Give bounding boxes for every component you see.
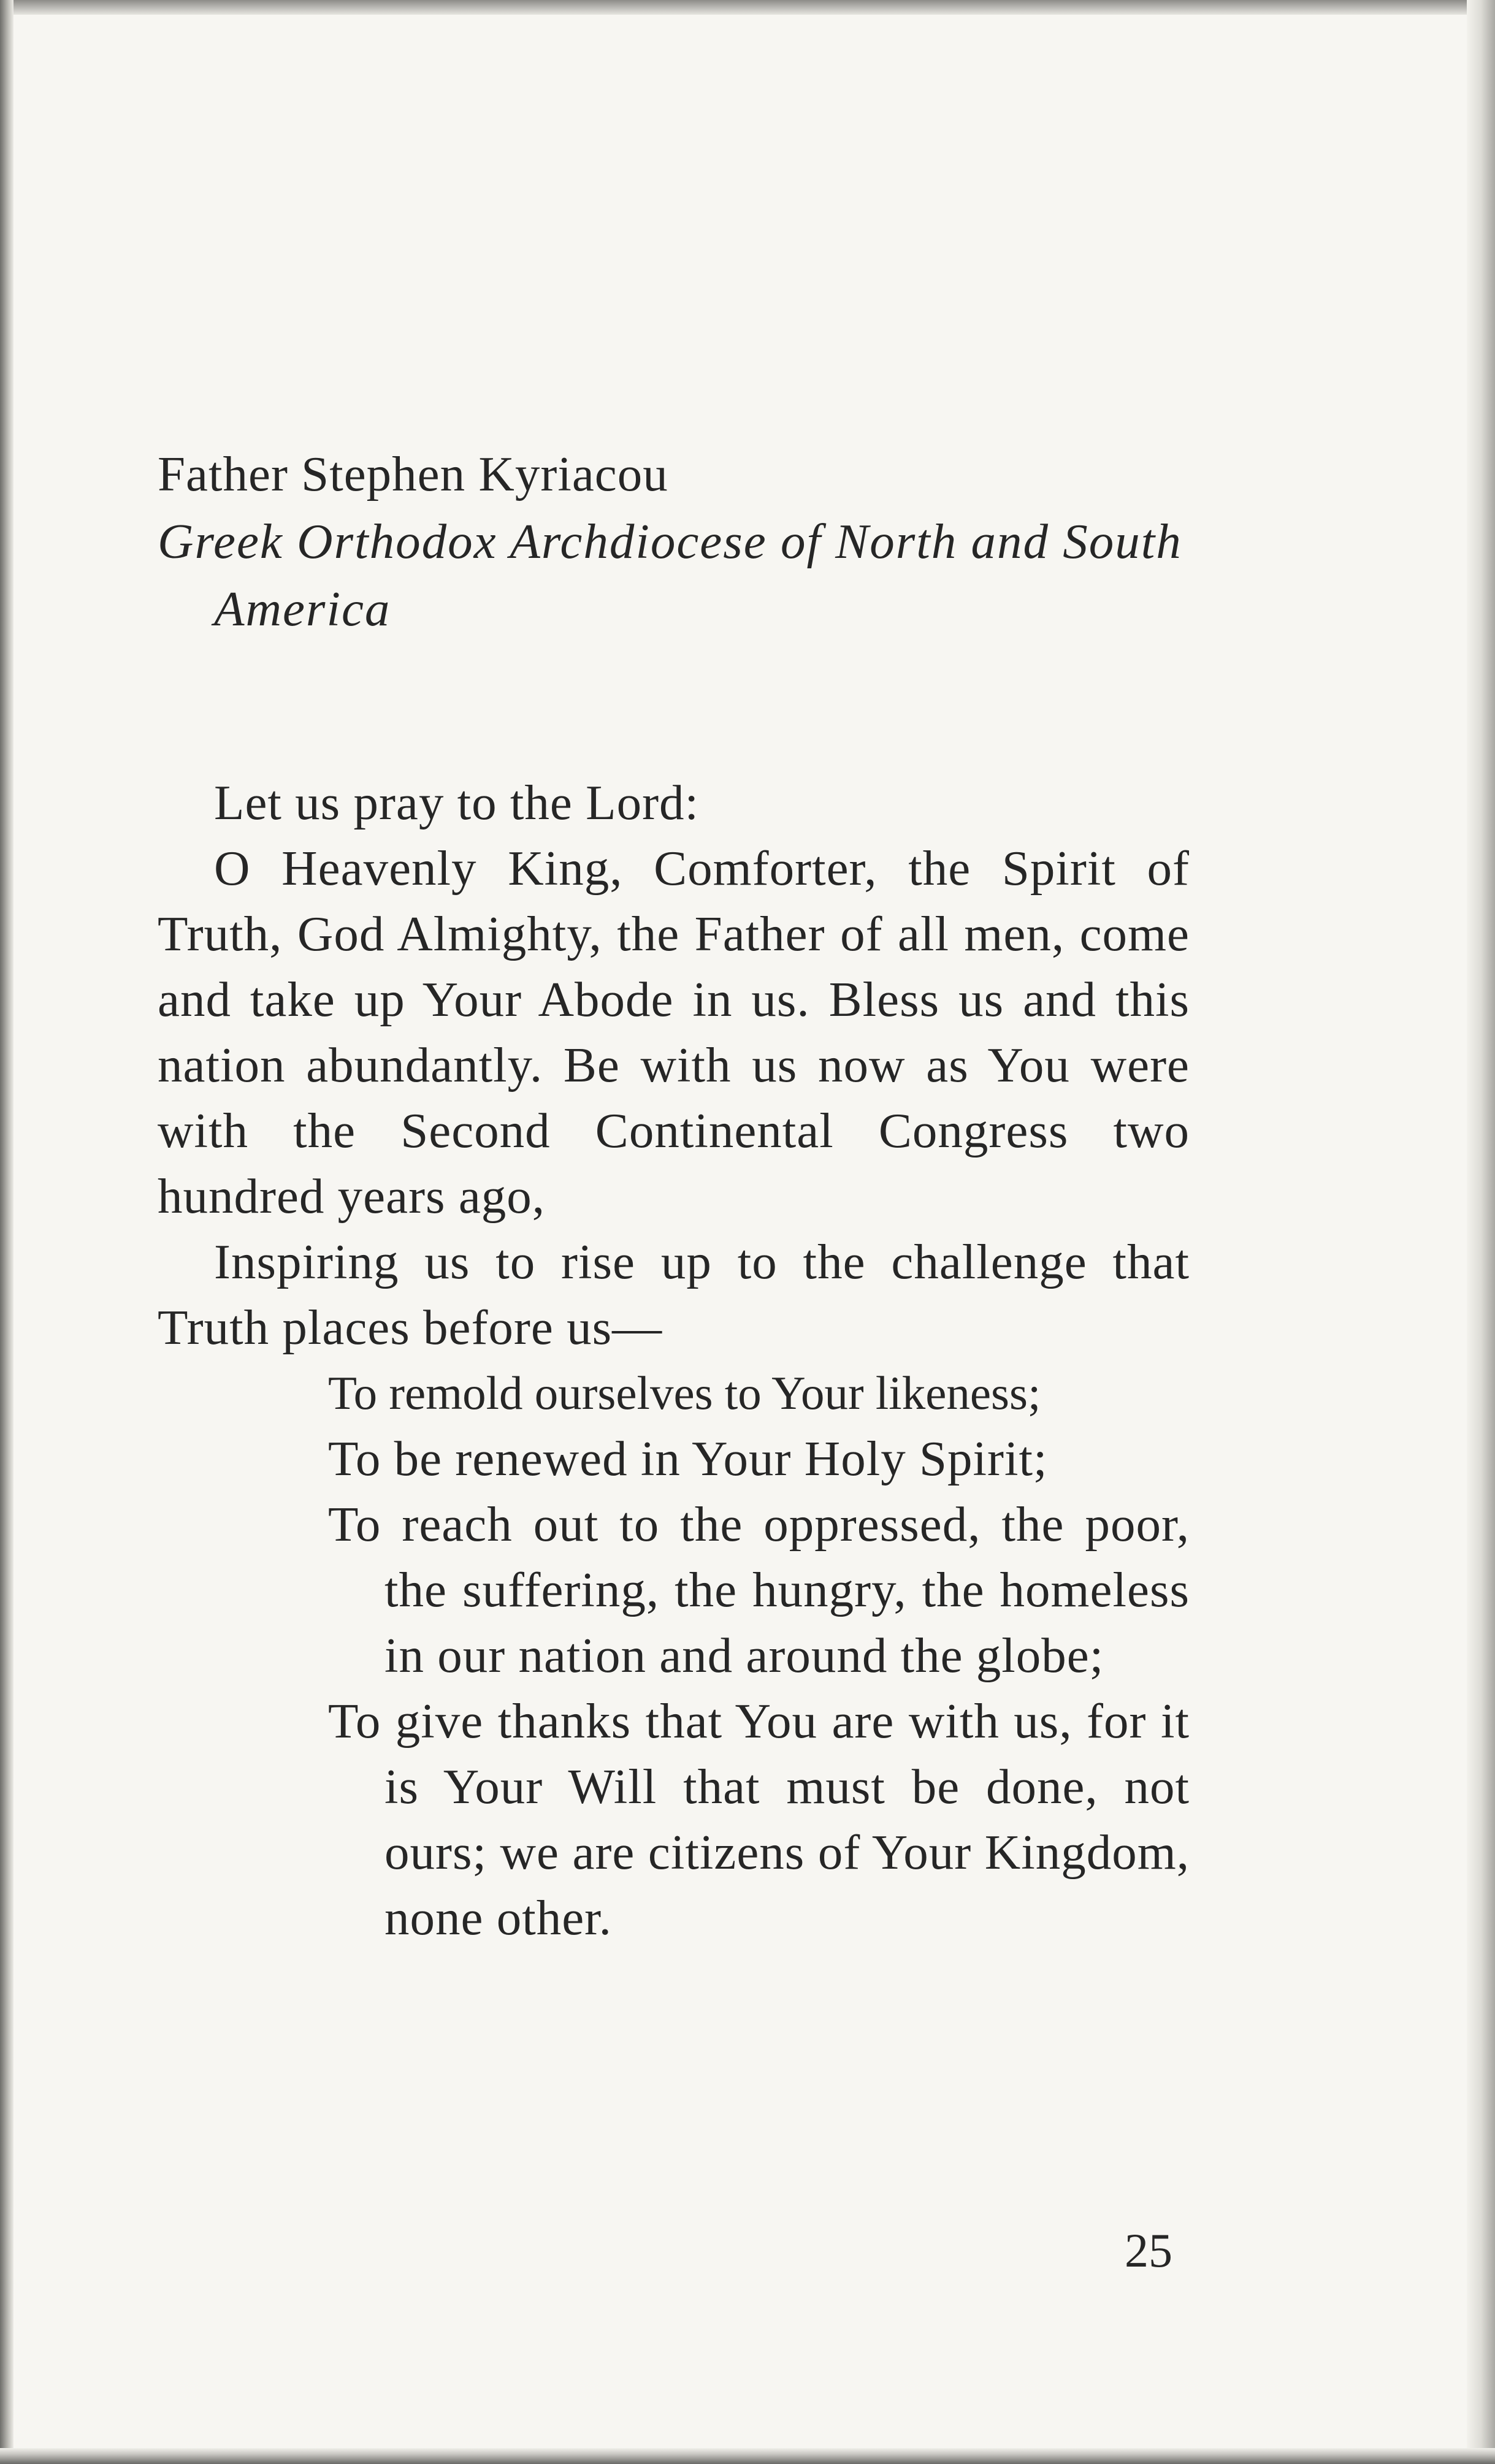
petition-item: To remold ourselves to Your likeness; (328, 1367, 1041, 1419)
prayer-text (158, 770, 1190, 1951)
scan-edge-bottom (0, 2448, 1495, 2464)
author-affiliation: Greek Orthodox Archdiocese of North and South America (158, 514, 1182, 636)
petition-item: To be renewed in Your Holy Spirit; (328, 1431, 1048, 1486)
prayer-header (158, 440, 1237, 643)
scan-edge-top (0, 0, 1495, 15)
scan-edge-left (0, 0, 13, 2464)
petition-item: To give thanks that You are with us, for it is Your Will that must be done, not ours; we are citizens of Your Kingdom, none other. (328, 1693, 1190, 1945)
petition-item: To reach out to the oppressed, the poor, the suffering, the hungry, the homeless in our nation and around the globe; (328, 1497, 1190, 1683)
body-paragraph: O Heavenly King, Comforter, the Spirit of Truth, God Almighty, the Father of all men, come and take up Your Abode in us. Bless us and this nation abundantly. Be with us now as You were with the Second Continental Congress two hundred years ago, (158, 841, 1190, 1224)
petition-list (328, 1360, 1190, 1951)
page-number: 25 (1125, 2224, 1172, 2277)
author-name: Father Stephen Kyriacou (158, 446, 668, 502)
body-paragraph: Inspiring us to rise up to the challenge that Truth places before us— (158, 1234, 1190, 1355)
scan-edge-right (1467, 0, 1495, 2464)
invocation-paragraph: Let us pray to the Lord: (214, 775, 700, 830)
